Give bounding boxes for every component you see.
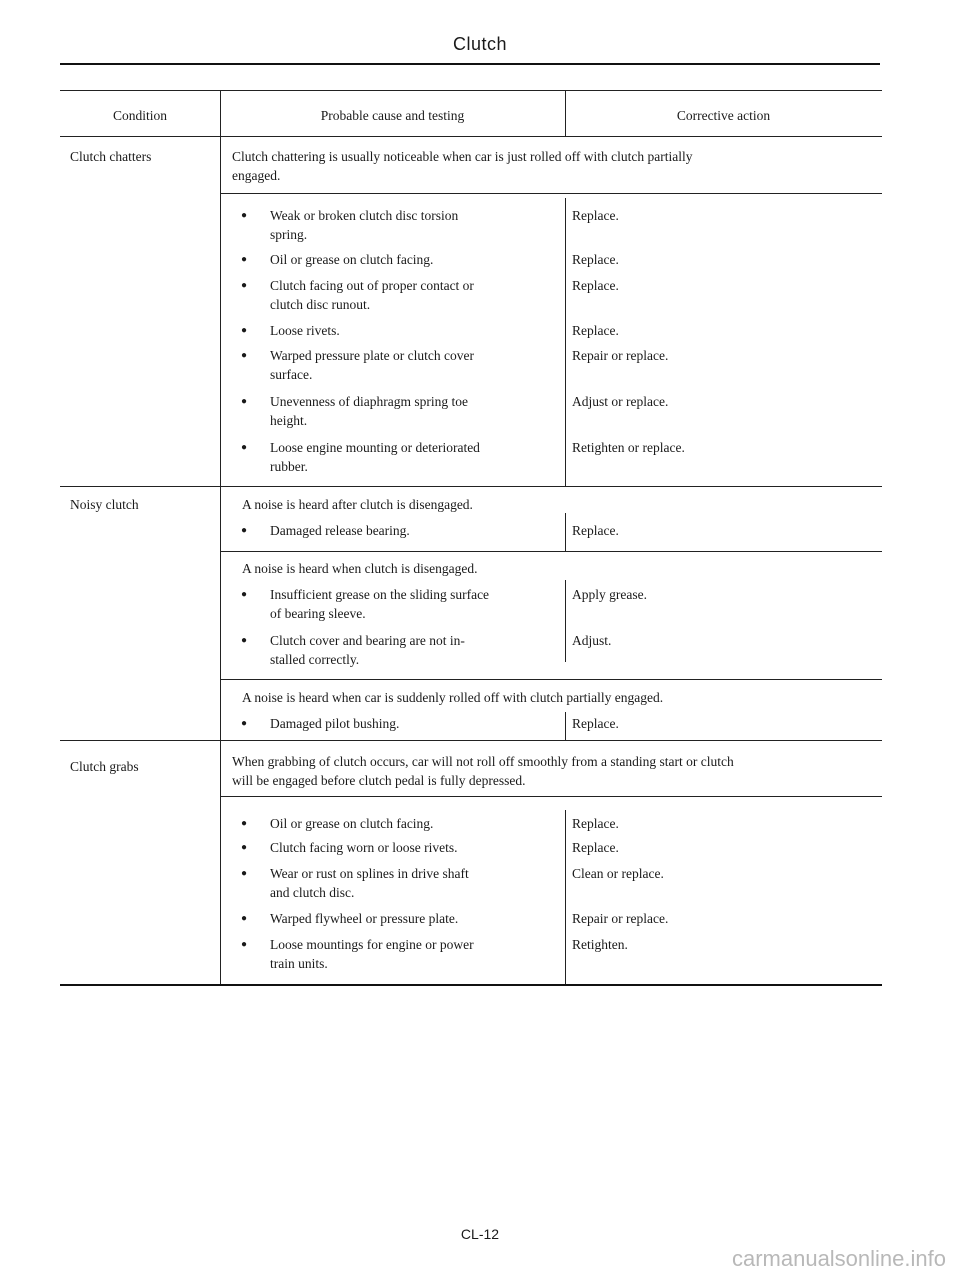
cause-text: Damaged pilot bushing. <box>270 716 400 731</box>
action-text: Retighten. <box>572 937 628 952</box>
cause-text: Clutch cover and bearing are not in- <box>270 633 465 648</box>
section3-action-divider <box>565 810 566 986</box>
header-divider <box>60 136 882 137</box>
cause-text: Unevenness of diaphragm spring toe <box>270 394 468 409</box>
watermark: carmanualsonline.info <box>731 1246 946 1271</box>
action-text: Clean or replace. <box>572 866 664 881</box>
bullet-icon: ● <box>241 589 248 600</box>
page-title: Clutch <box>452 34 508 54</box>
bullet-icon: ● <box>241 396 248 407</box>
action-text: Retighten or replace. <box>572 440 685 455</box>
section3-intro-line2: will be engaged before clutch pedal is fully depressed. <box>232 773 526 788</box>
section2-intro-2: A noise is heard when clutch is disengaged. <box>242 561 478 576</box>
action-text: Replace. <box>572 252 619 267</box>
bullet-icon: ● <box>241 525 248 536</box>
action-text: Adjust. <box>572 633 612 648</box>
section3-intro-divider <box>220 796 882 797</box>
bullet-icon: ● <box>241 818 248 829</box>
cause-text: Warped flywheel or pressure plate. <box>270 911 459 926</box>
section1-intro-line1: Clutch chattering is usually noticeable when car is just rolled off with clutch partially <box>232 149 693 164</box>
bullet-icon: ● <box>241 842 248 853</box>
section2-group3-action-divider <box>565 712 566 740</box>
cause-text: clutch disc runout. <box>270 297 371 312</box>
section2-bottom-border <box>60 740 882 741</box>
section1-intro-divider <box>220 193 882 194</box>
section1-intro-line2: engaged. <box>232 168 281 183</box>
bullet-icon: ● <box>241 939 248 950</box>
action-text: Repair or replace. <box>572 911 669 926</box>
bullet-icon: ● <box>241 718 248 729</box>
header-condition: Condition <box>112 108 167 123</box>
bullet-icon: ● <box>241 325 248 336</box>
cause-text: Weak or broken clutch disc torsion <box>270 208 459 223</box>
cause-text: Insufficient grease on the sliding surface <box>270 587 490 602</box>
cause-text: Loose engine mounting or deteriorated <box>270 440 480 455</box>
table-top-border <box>60 90 882 91</box>
action-text: Replace. <box>572 278 619 293</box>
section2-intro-3: A noise is heard when car is suddenly rolled off with clutch partially engaged. <box>242 690 664 705</box>
section2-group1-action-divider <box>565 513 566 551</box>
section1-bottom-border <box>60 486 882 487</box>
section3-intro-line1: When grabbing of clutch occurs, car will not roll off smoothly from a standing start or clutch <box>232 754 734 769</box>
bullet-icon: ● <box>241 210 248 221</box>
cause-text: surface. <box>270 367 313 382</box>
cause-text: Loose mountings for engine or power <box>270 937 474 952</box>
action-text: Replace. <box>572 323 619 338</box>
cause-text: Wear or rust on splines in drive shaft <box>270 866 469 881</box>
action-text: Repair or replace. <box>572 348 669 363</box>
cause-text: Damaged release bearing. <box>270 523 410 538</box>
cause-text: Oil or grease on clutch facing. <box>270 816 434 831</box>
action-text: Replace. <box>572 523 619 538</box>
page-number: CL-12 <box>460 1226 500 1242</box>
cause-text: rubber. <box>270 459 308 474</box>
cause-text: Warped pressure plate or clutch cover <box>270 348 474 363</box>
cause-text: Clutch facing worn or loose rivets. <box>270 840 458 855</box>
bullet-icon: ● <box>241 635 248 646</box>
bullet-icon: ● <box>241 868 248 879</box>
bullet-icon: ● <box>241 280 248 291</box>
action-text: Adjust or replace. <box>572 394 669 409</box>
bottom-rule <box>60 984 882 986</box>
section2-group2-divider <box>220 679 882 680</box>
bullet-icon: ● <box>241 350 248 361</box>
cause-text: Clutch facing out of proper contact or <box>270 278 474 293</box>
top-rule <box>60 63 880 65</box>
cause-text: Loose rivets. <box>270 323 340 338</box>
action-text: Replace. <box>572 816 619 831</box>
bullet-icon: ● <box>241 254 248 265</box>
action-text: Replace. <box>572 208 619 223</box>
condition-column-divider <box>220 90 221 986</box>
bullet-icon: ● <box>241 442 248 453</box>
action-text: Replace. <box>572 716 619 731</box>
cause-text: train units. <box>270 956 328 971</box>
action-text: Apply grease. <box>572 587 647 602</box>
condition-clutch-grabs: Clutch grabs <box>70 759 139 774</box>
action-text: Replace. <box>572 840 619 855</box>
section2-group1-divider <box>220 551 882 552</box>
cause-text: and clutch disc. <box>270 885 355 900</box>
condition-clutch-chatters: Clutch chatters <box>70 149 152 164</box>
cause-text: of bearing sleeve. <box>270 606 366 621</box>
bullet-icon: ● <box>241 913 248 924</box>
troubleshooting-table <box>60 90 882 986</box>
header-corrective-action: Corrective action <box>676 108 771 123</box>
cause-text: spring. <box>270 227 308 242</box>
cause-text: height. <box>270 413 308 428</box>
cause-text: Oil or grease on clutch facing. <box>270 252 434 267</box>
section2-group2-action-divider <box>565 580 566 662</box>
cause-text: stalled correctly. <box>270 652 360 667</box>
section2-intro-1: A noise is heard after clutch is disengaged. <box>242 497 473 512</box>
section1-action-divider <box>565 198 566 486</box>
condition-noisy-clutch: Noisy clutch <box>70 497 139 512</box>
header-probable-cause: Probable cause and testing <box>320 108 465 123</box>
